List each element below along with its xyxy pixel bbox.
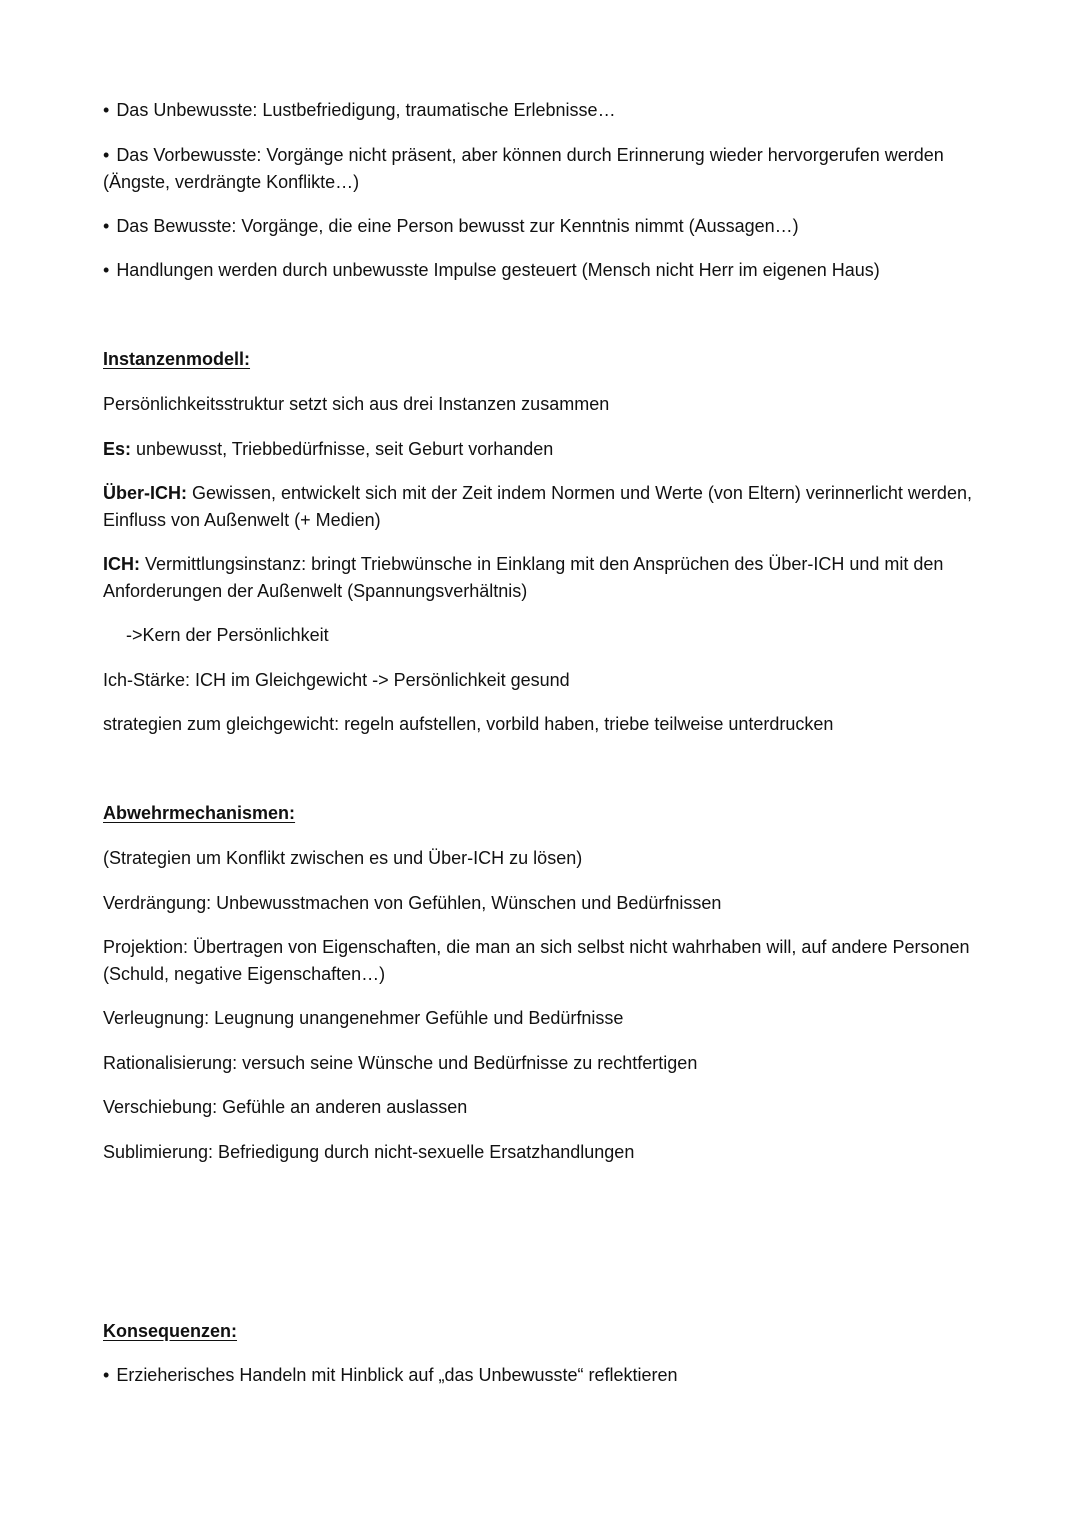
paragraph: Verdrängung: Unbewusstmachen von Gefühlen, Wünschen und Bedürfnissen: [103, 893, 722, 913]
term-label: Es:: [103, 439, 132, 459]
section-heading-konsequenzen: Konsequenzen:: [103, 1321, 238, 1341]
definition-ich: ICH: Vermittlungsinstanz: bringt Triebwünsche in Einklang mit den Ansprüchen des Über-ICH und mit den Anforderungen der Außenwelt (Spannungsverhältnis): [103, 554, 944, 601]
list-item: • Das Unbewusste: Lustbefriedigung, traumatische Erlebnisse…: [103, 100, 616, 120]
term-label: ICH:: [103, 554, 140, 574]
list-item: • Erzieherisches Handeln mit Hinblick auf „das Unbewusste“ reflektieren: [103, 1365, 678, 1385]
bullet-icon: •: [103, 1365, 110, 1385]
paragraph-ich-staerke: Ich-Stärke: ICH im Gleichgewicht -> Persönlichkeit gesund: [103, 670, 570, 690]
bullet-icon: •: [103, 260, 110, 280]
bullet-icon: •: [103, 100, 110, 120]
paragraph: (Strategien um Konflikt zwischen es und Über-ICH zu lösen): [103, 848, 583, 868]
paragraph: Persönlichkeitsstruktur setzt sich aus drei Instanzen zusammen: [103, 394, 610, 414]
paragraph: Verleugnung: Leugnung unangenehmer Gefühle und Bedürfnisse: [103, 1008, 624, 1028]
paragraph-strategien: strategien zum gleichgewicht: regeln aufstellen, vorbild haben, triebe teilweise unterdrucken: [103, 714, 834, 734]
paragraph: Rationalisierung: versuch seine Wünsche und Bedürfnisse zu rechtfertigen: [103, 1053, 698, 1073]
paragraph-kern: ->Kern der Persönlichkeit: [126, 625, 329, 645]
list-item: • Das Bewusste: Vorgänge, die eine Person bewusst zur Kenntnis nimmt (Aussagen…): [103, 216, 799, 236]
paragraph: Verschiebung: Gefühle an anderen auslassen: [103, 1097, 468, 1117]
section-heading-instanzenmodell: Instanzenmodell:: [103, 349, 251, 369]
bullet-icon: •: [103, 216, 110, 236]
paragraph: Projektion: Übertragen von Eigenschaften, die man an sich selbst nicht wahrhaben will, auf andere Personen (Schuld, negative Eigenschaften…): [103, 937, 970, 984]
bullet-icon: •: [103, 145, 110, 165]
definition-es: Es: unbewusst, Triebbedürfnisse, seit Geburt vorhanden: [103, 439, 554, 459]
paragraph: Sublimierung: Befriedigung durch nicht-sexuelle Ersatzhandlungen: [103, 1142, 635, 1162]
section-heading-abwehrmechanismen: Abwehrmechanismen:: [103, 803, 296, 823]
term-label: Über-ICH:: [103, 483, 187, 503]
list-item: • Das Vorbewusste: Vorgänge nicht präsent, aber können durch Erinnerung wieder hervorgerufen werden (Ängste, verdrängte Konflikte…): [103, 145, 944, 192]
definition-ueber-ich: Über-ICH: Gewissen, entwickelt sich mit der Zeit indem Normen und Werte (von Eltern) verinnerlicht werden, Einfluss von Außenwelt (+ Medien): [103, 483, 972, 530]
list-item: • Handlungen werden durch unbewusste Impulse gesteuert (Mensch nicht Herr im eigenen Haus): [103, 260, 880, 280]
